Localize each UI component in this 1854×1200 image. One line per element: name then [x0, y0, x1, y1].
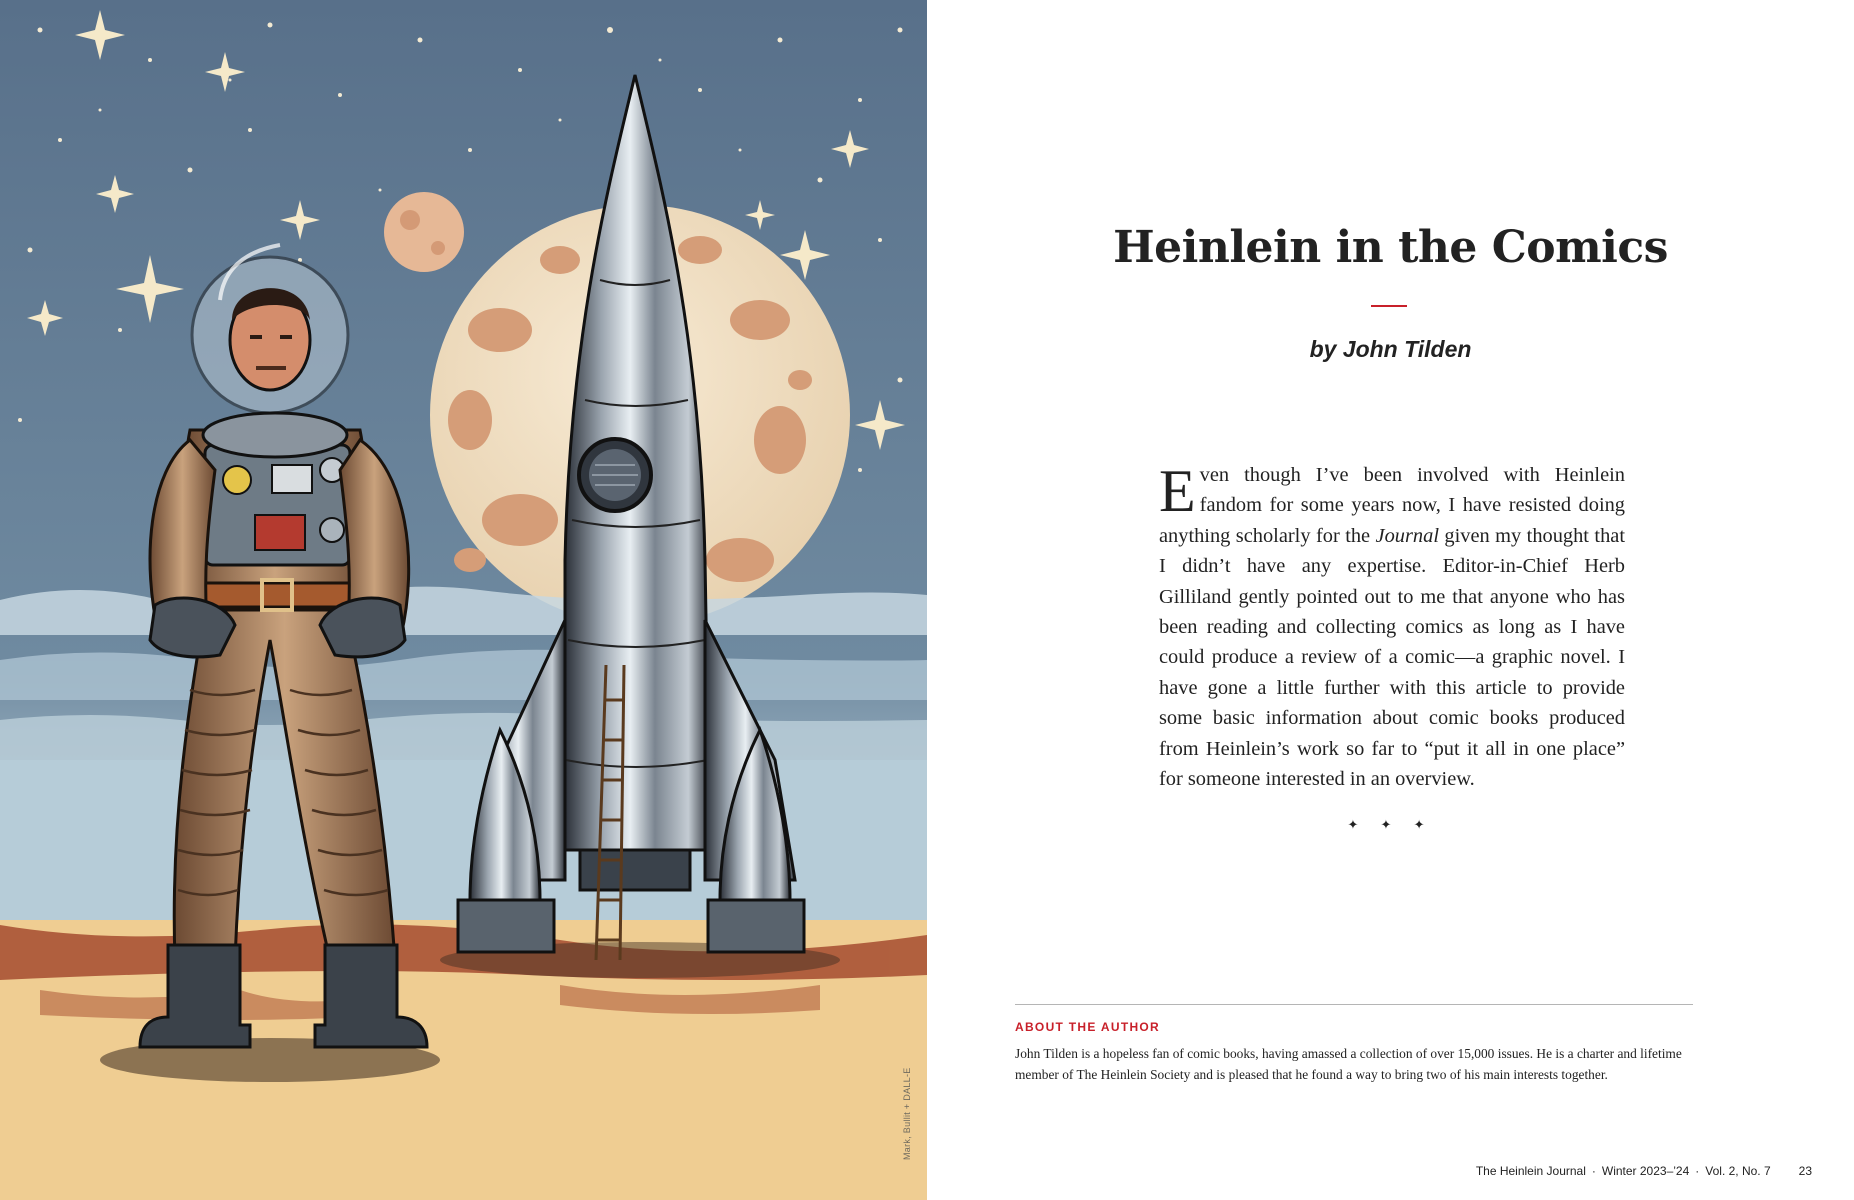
page-footer [1476, 1164, 1812, 1178]
title-divider [1371, 305, 1407, 307]
drop-cap: E [1159, 458, 1196, 524]
about-author-text: John Tilden is a hopeless fan of comic books, having amassed a collection of over 15,000 issues. He is a charter and lifetime member of The Heinlein Society and is pleased that he found a way to bring two of his main interests together. [1015, 1046, 1682, 1082]
body-text-part1: ven though I’ve been involved with Heinlein fandom for some years now, I have resisted doing anything scholarly for the [1159, 464, 1625, 547]
footer-volume: Vol. 2, No. 7 [1705, 1164, 1771, 1178]
footer-issue-date: Winter 2023–’24 [1601, 1164, 1690, 1178]
author-byline: by John Tilden [1309, 336, 1472, 362]
article-body [1159, 460, 1625, 794]
section-ornament: ✦ ✦ ✦ [1347, 818, 1434, 833]
footer-publication: The Heinlein Journal [1475, 1164, 1586, 1178]
body-text-italic: Journal [1375, 524, 1439, 547]
page-number: 23 [1798, 1164, 1812, 1178]
article-page [927, 0, 1854, 1200]
footer-separator: · [1695, 1164, 1700, 1178]
article-title: Heinlein in the Comics [1113, 222, 1668, 273]
body-text-part2: given my thought that I didn’t have any expertise. Editor-in-Chief Herb Gilliland gently pointed out to me that anyone who has been reading and collecting comics as long as I have could produce a review of a comic—a graphic novel. I have gone a little further with this article to provide some basic information about comic books produced from Heinlein’s work so far to “put it all in one place” for someone interested in an overview. [1159, 524, 1625, 791]
illustration-credit: Mark, Bullit + DALL-E [902, 1067, 912, 1160]
about-author-heading: ABOUT THE AUTHOR [1015, 1020, 1161, 1034]
horizon-clouds [0, 587, 927, 760]
footer-separator: · [1591, 1164, 1596, 1178]
about-divider [1015, 1004, 1693, 1005]
small-moon [384, 192, 464, 272]
